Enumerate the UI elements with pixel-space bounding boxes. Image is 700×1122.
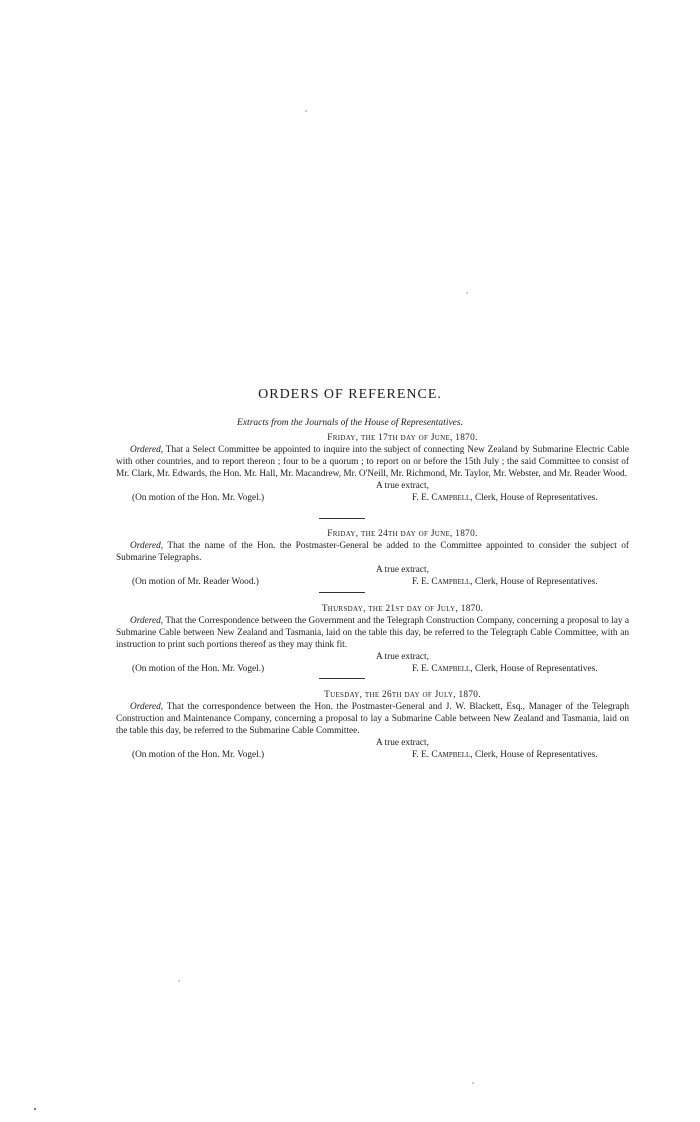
page-title: ORDERS OF REFERENCE. — [258, 387, 442, 402]
ordered-word: Ordered, — [130, 541, 164, 551]
signature — [412, 576, 598, 588]
signature-title: Clerk, House of Representatives. — [474, 577, 598, 587]
signature-name: F. E. Campbell, — [412, 493, 473, 503]
signature-title: Clerk, House of Representatives. — [474, 664, 598, 674]
signature — [412, 663, 598, 675]
motion-text: (On motion of Mr. Reader Wood.) — [132, 577, 259, 587]
ordered-word: Ordered, — [130, 702, 164, 712]
entry-date: Friday, the 24th day of June, 1870. — [327, 529, 478, 539]
signature — [412, 749, 598, 761]
page-subtitle: Extracts from the Journals of the House of Representatives. — [237, 418, 463, 428]
signature-title: Clerk, House of Representatives. — [474, 493, 598, 503]
scan-speck — [178, 980, 180, 982]
true-extract: A true extract, — [376, 481, 429, 491]
scan-speck — [466, 292, 468, 294]
signature — [412, 492, 598, 504]
order-entry — [116, 432, 629, 504]
signature-name: F. E. Campbell, — [412, 577, 473, 587]
entry-body: That the name of the Hon. the Postmaster-General be added to the Committee appointed to consider the subject of Submarine Telegraphs. — [116, 541, 629, 563]
order-entry — [116, 603, 629, 675]
ordered-word: Ordered, — [130, 616, 164, 626]
entry-date: Friday, the 17th day of June, 1870. — [327, 433, 478, 443]
entry-date: Thursday, the 21st day of July, 1870. — [321, 604, 484, 614]
true-extract: A true extract, — [376, 652, 429, 662]
divider-rule — [319, 678, 365, 679]
entry-text — [116, 701, 629, 737]
motion-text: (On motion of the Hon. Mr. Vogel.) — [132, 664, 265, 674]
entry-body: That the Correspondence between the Government and the Telegraph Construction Company, concerning a proposal to lay a Submarine Cable between New Zealand and Tasmania, laid on the table this day, be referred to the Telegraph Cable Committee, with an instruction to print such portions thereof as they may think fit. — [116, 616, 629, 650]
scan-speck — [305, 110, 307, 112]
ordered-word: Ordered, — [130, 445, 164, 455]
true-extract: A true extract, — [376, 738, 429, 748]
order-entry — [116, 689, 629, 761]
entry-text — [116, 540, 629, 564]
entry-body: That a Select Committee be appointed to inquire into the subject of connecting New Zealand by Submarine Electric Cable with other countries, and to report thereon ; four to be a quorum ; to report on or before the 15th July ; the said Committee to consist of Mr. Clark, Mr. Edwards, the Hon. Mr. Hall, Mr. Macandrew, Mr. O'Neill, Mr. Richmond, Mr. Taylor, Mr. Webster, and Mr. Reader Wood. — [116, 445, 630, 479]
entry-date: Tuesday, the 26th day of July, 1870. — [324, 690, 481, 700]
divider-rule — [319, 592, 365, 593]
motion-text: (On motion of the Hon. Mr. Vogel.) — [132, 493, 265, 503]
signature-name: F. E. Campbell, — [412, 664, 473, 674]
entry-text — [116, 444, 629, 480]
entry-body: That the correspondence between the Hon. the Postmaster-General and J. W. Blackett, Esq., Manager of the Telegraph Construction and Maintenance Company, concerning a proposal to lay a Submarine Cable between New Zealand and Tasmania, laid on the table this day, be referred to the Submarine Cable Committee. — [116, 702, 630, 736]
divider-rule — [319, 518, 365, 519]
order-entry — [116, 528, 629, 588]
signature-name: F. E. Campbell, — [412, 750, 473, 760]
true-extract: A true extract, — [376, 565, 429, 575]
scan-speck — [34, 1108, 36, 1110]
entry-text — [116, 615, 629, 651]
motion-text: (On motion of the Hon. Mr. Vogel.) — [132, 750, 265, 760]
scan-speck — [472, 1082, 474, 1084]
signature-title: Clerk, House of Representatives. — [474, 750, 598, 760]
